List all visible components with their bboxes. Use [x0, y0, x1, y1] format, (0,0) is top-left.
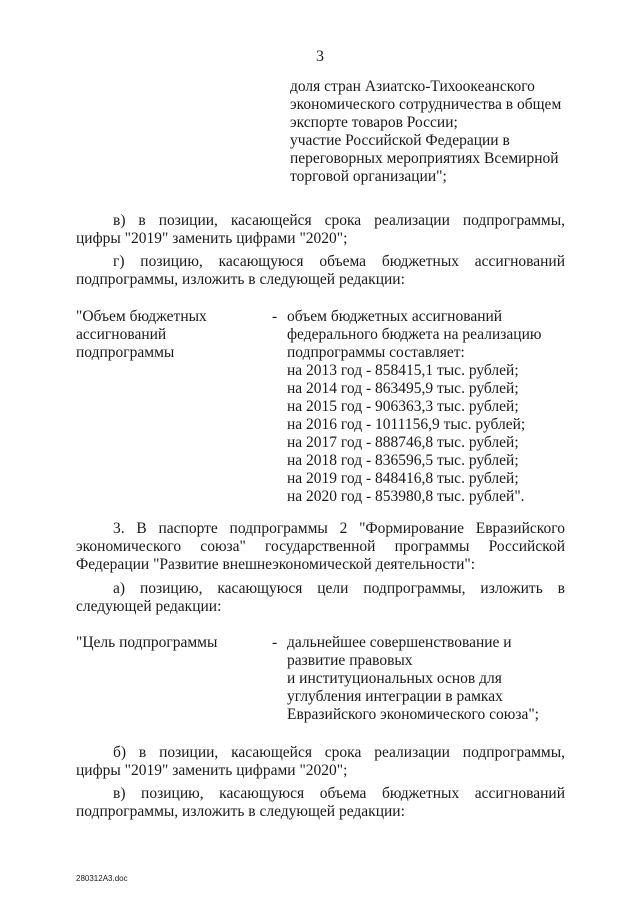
- value-line: федерального бюджета на реализацию: [287, 326, 542, 343]
- page-number: 3: [316, 48, 324, 65]
- continuation-line: торговой организации";: [290, 168, 447, 185]
- paragraph-line: подпрограммы, изложить в следующей редакции:: [76, 271, 405, 288]
- value-line: Евразийского экономического союза";: [287, 706, 539, 723]
- label-line: "Цель подпрограммы: [76, 634, 218, 651]
- value-line: объем бюджетных ассигнований: [287, 308, 503, 325]
- item-b-term-paragraph: [76, 744, 565, 780]
- paragraph-line: цифры "2019" заменить цифрами "2020";: [76, 762, 348, 779]
- continuation-line: участие Российской Федерации в: [290, 132, 510, 149]
- label-line: "Объем бюджетных: [76, 308, 207, 325]
- label-line: подпрограммы: [76, 344, 175, 361]
- budget-label: [76, 308, 256, 362]
- value-line: и институциональных основ для: [287, 670, 502, 687]
- paragraph-line: подпрограммы, изложить в следующей редакции:: [76, 803, 405, 820]
- goal-value: [287, 634, 577, 724]
- goal-label: [76, 634, 256, 652]
- label-line: ассигнований: [76, 326, 167, 343]
- continuation-line: переговорных мероприятиях Всемирной: [290, 150, 559, 167]
- paragraph-line: в) позицию, касающуюся объема бюджетных ассигнований: [113, 785, 565, 802]
- paragraph-line: б) в позиции, касающейся срока реализации подпрограммы,: [113, 744, 565, 761]
- paragraph-line: цифры "2019" заменить цифрами "2020";: [76, 230, 348, 247]
- value-line: на 2013 год - 858415,1 тыс. рублей;: [287, 362, 519, 379]
- continuation-line: экономического сотрудничества в общем: [290, 96, 562, 113]
- value-line: на 2017 год - 888746,8 тыс. рублей;: [287, 434, 519, 451]
- value-line: развитие правовых: [287, 652, 413, 669]
- budget-value: [287, 308, 577, 506]
- value-line: на 2014 год - 863495,9 тыс. рублей;: [287, 380, 519, 397]
- value-line: дальнейшее совершенствование и: [287, 634, 512, 651]
- value-line: на 2015 год - 906363,3 тыс. рублей;: [287, 398, 519, 415]
- value-line: подпрограммы составляет:: [287, 344, 465, 361]
- continuation-line: доля стран Азиатско-Тихоокеанского: [290, 78, 535, 95]
- value-line: на 2019 год - 848416,8 тыс. рублей;: [287, 470, 519, 487]
- value-line: на 2016 год - 1011156,9 тыс. рублей;: [287, 416, 526, 433]
- item-v-budget-paragraph: [76, 785, 565, 821]
- paragraph-line: 3. В паспорте подпрограммы 2 "Формирование Евразийского: [113, 520, 565, 537]
- item-g-budget-paragraph: [76, 253, 565, 289]
- item-a-goal-paragraph: [76, 580, 565, 616]
- item-v-term-paragraph: [76, 212, 565, 248]
- section-3-paragraph: [76, 520, 565, 574]
- continuation-line: экспорте товаров России;: [290, 114, 458, 131]
- dash-separator: -: [272, 634, 278, 651]
- value-line: углубления интеграции в рамках: [287, 688, 503, 705]
- paragraph-line: экономического союза" государственной программы Российской: [76, 538, 565, 555]
- paragraph-line: следующей редакции:: [76, 598, 222, 615]
- value-line: на 2020 год - 853980,8 тыс. рублей".: [287, 488, 525, 505]
- paragraph-line: Федерации "Развитие внешнеэкономической деятельности":: [76, 556, 476, 573]
- dash-separator: -: [272, 308, 278, 325]
- value-line: на 2018 год - 836596,5 тыс. рублей;: [287, 452, 519, 469]
- paragraph-line: г) позицию, касающуюся объема бюджетных ассигнований: [113, 253, 565, 270]
- paragraph-line: а) позицию, касающуюся цели подпрограммы, изложить в: [113, 580, 565, 597]
- footer-filename: 280312А3.doc: [76, 874, 128, 883]
- continuation-text: [290, 78, 580, 186]
- paragraph-line: в) в позиции, касающейся срока реализации подпрограммы,: [113, 212, 565, 229]
